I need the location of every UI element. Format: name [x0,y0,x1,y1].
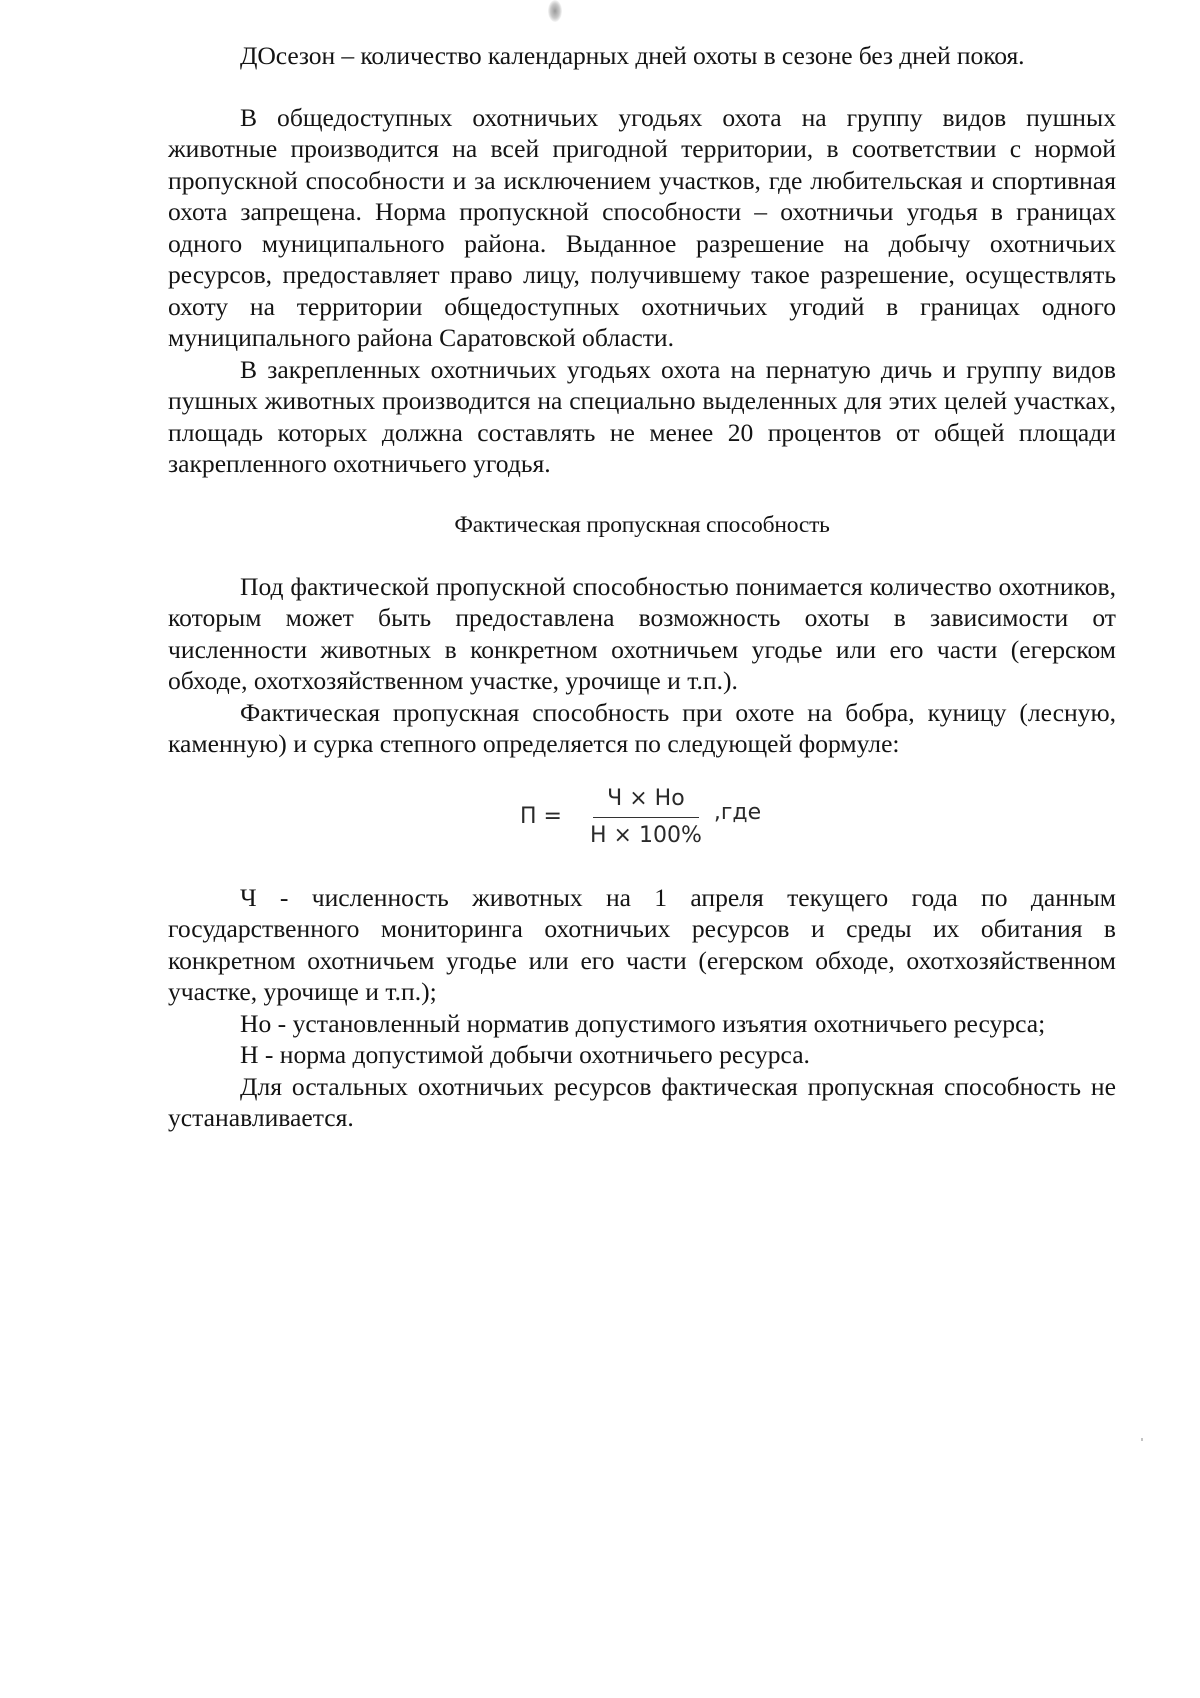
formula-fraction [580,784,712,851]
paragraph-public-lands: В общедоступных охотничьих угодьях охота на группу видов пушных животные производится на всей пригодной территории, в соответствии с нормой пропускной способности и за исключением участков, где любительская и спортивная охота запрещена. Норма пропускной способности – охотничьи угодья в границах одного муниципального района. Выданное разрешение на добычу охотничьих ресурсов, предоставляет право лицу, получившему такое разрешение, осуществлять охоту на территории общедоступных охотничьих угодий в границах одного муниципального района Саратовской области. [168,102,1116,352]
formula-lhs: П = [520,804,562,830]
formula-numerator: Ч × Но [593,784,699,818]
scan-speck [1141,1438,1143,1441]
formula-suffix: ,где [713,800,762,826]
definition-no: Но - установленный норматив допустимого изъятия охотничьего ресурса; [240,1008,1046,1038]
doseason-definition: ДОсезон – количество календарных дней охоты в сезоне без дней покоя. [240,41,1025,70]
formula-block [168,770,1116,882]
paragraph-other-resources: Для остальных охотничьих ресурсов фактическая пропускная способность не устанавливается. [168,1071,1116,1132]
definition-ch: Ч - численность животных на 1 апреля текущего года по данным государственного мониторинга охотничьих ресурсов и среды их обитания в конкретном охотничьем угодье или его части (егерском обходе, охотхозяйственном участке, урочище и т.п.); [168,882,1116,1006]
spacer [168,72,1116,102]
scan-punch-mark [548,0,562,22]
paragraph-formula-intro: Фактическая пропускная способность при охоте на бобра, куницу (лесную, каменную) и сурка степного определяется по следующей формуле: [168,697,1116,758]
formula-denominator: Н × 100% [589,822,702,848]
document-body [168,40,1116,1134]
spacer [168,541,1116,571]
paragraph-definition: Под фактической пропускной способностью понимается количество охотников, которым может быть предоставлена возможность охоты в зависимости от численности животных в конкретном охотничьем угодье или его части (егерском обходе, охотхозяйственном участке, урочище и т.п.). [168,571,1116,695]
paragraph-assigned-lands: В закрепленных охотничьих угодьях охота на пернатую дичь и группу видов пушных животных производится на специально выделенных для этих целей участках, площадь которых должна составлять не менее 20 процентов от общей площади закрепленного охотничьего угодья. [168,354,1116,478]
section-heading: Фактическая пропускная способность [454,511,830,538]
capacity-formula [520,784,761,851]
definition-n: Н - норма допустимой добычи охотничьего ресурса. [240,1040,810,1069]
spacer [168,480,1116,510]
